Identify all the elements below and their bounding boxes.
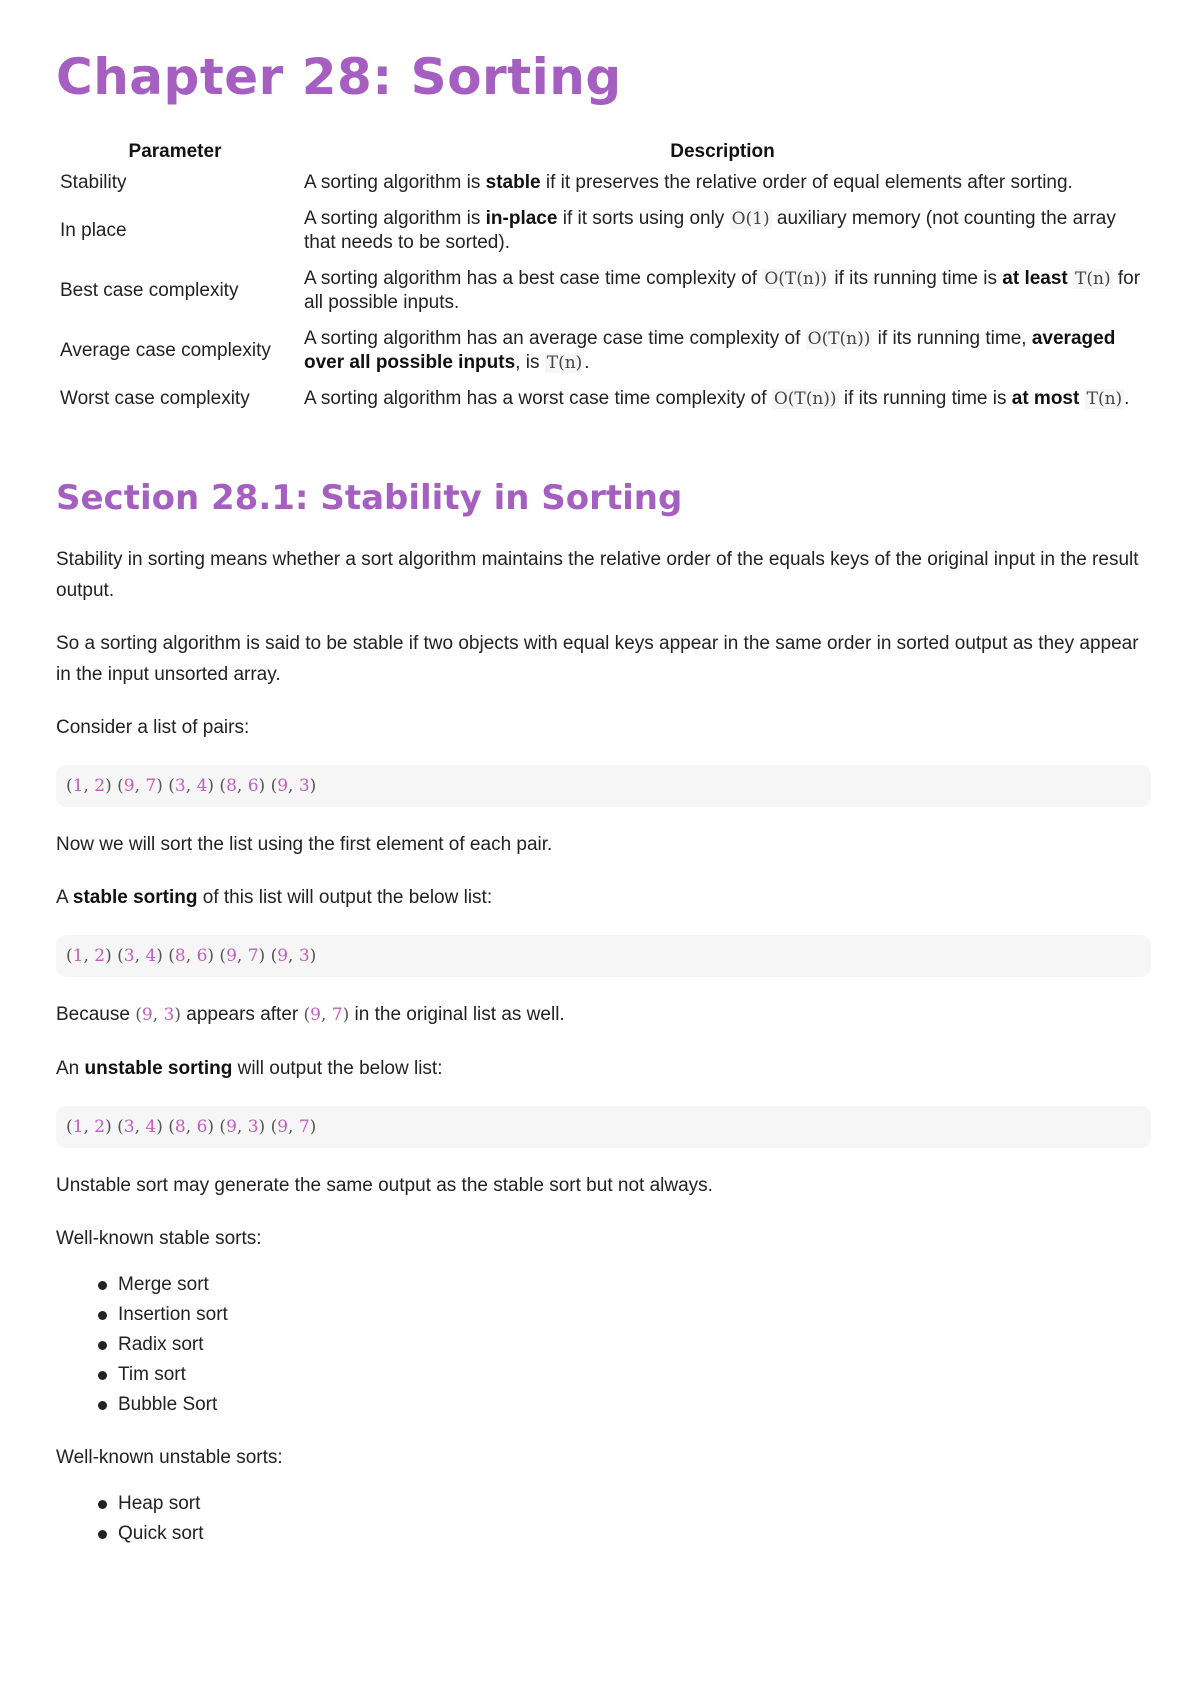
table-row: [56, 264, 1151, 324]
table-header-row: [56, 136, 1151, 168]
inline-code-pair: (9, 7): [303, 1005, 350, 1025]
header-description: Description: [670, 141, 775, 162]
param-cell: Worst case complexity: [60, 388, 250, 409]
list-item: Heap sort: [118, 1489, 1151, 1519]
table-row: [56, 204, 1151, 264]
parameter-table: [56, 136, 1151, 420]
section-title: Section 28.1: Stability in Sorting: [56, 478, 683, 518]
table-row: [56, 168, 1151, 204]
paragraph: Well-known stable sorts:: [56, 1228, 262, 1249]
unstable-sorts-list: [56, 1489, 1151, 1549]
param-cell: Average case complexity: [60, 340, 271, 361]
paragraph: Now we will sort the list using the first element of each pair.: [56, 834, 553, 855]
code-block-unstable: (1, 2) (3, 4) (8, 6) (9, 3) (9, 7): [56, 1106, 1151, 1148]
section-body: [56, 544, 1151, 1571]
description-cell: A sorting algorithm is in-place if it sorts using only O(1) auxiliary memory (not counting the array that needs to be sorted).: [304, 208, 1116, 253]
param-cell: Best case complexity: [60, 280, 239, 301]
list-item: Insertion sort: [118, 1300, 1151, 1330]
chapter-title: Chapter 28: Sorting: [56, 48, 622, 106]
list-item: Tim sort: [118, 1360, 1151, 1390]
stable-sorts-list: [56, 1270, 1151, 1420]
list-item: Bubble Sort: [118, 1390, 1151, 1420]
param-cell: In place: [60, 220, 127, 241]
table-row: [56, 324, 1151, 384]
list-item: Radix sort: [118, 1330, 1151, 1360]
paragraph: A stable sorting of this list will output the below list:: [56, 887, 493, 908]
description-cell: A sorting algorithm has a best case time complexity of O(T(n)) if its running time is at least T(n) for all possible inputs.: [304, 268, 1141, 313]
paragraph: An unstable sorting will output the below list:: [56, 1058, 443, 1079]
code-block-original: (1, 2) (9, 7) (3, 4) (8, 6) (9, 3): [56, 765, 1151, 807]
paragraph: Stability in sorting means whether a sort algorithm maintains the relative order of the equals keys of the original input in the result output.: [56, 549, 1139, 601]
table-row: [56, 384, 1151, 420]
paragraph: Unstable sort may generate the same output as the stable sort but not always.: [56, 1175, 713, 1196]
description-cell: A sorting algorithm is stable if it preserves the relative order of equal elements after sorting.: [304, 172, 1073, 193]
header-parameter: Parameter: [128, 141, 222, 162]
description-cell: A sorting algorithm has a worst case time complexity of O(T(n)) if its running time is at most T(n) .: [304, 388, 1130, 409]
param-cell: Stability: [60, 172, 127, 193]
paragraph: So a sorting algorithm is said to be stable if two objects with equal keys appear in the same order in sorted output as they appear in the input unsorted array.: [56, 633, 1139, 685]
paragraph: Well-known unstable sorts:: [56, 1447, 283, 1468]
paragraph: Consider a list of pairs:: [56, 717, 250, 738]
list-item: Quick sort: [118, 1519, 1151, 1549]
description-cell: A sorting algorithm has an average case time complexity of O(T(n)) if its running time, averaged over all possible inputs, is T(n) .: [304, 328, 1116, 373]
list-item: Merge sort: [118, 1270, 1151, 1300]
inline-code-pair: (9, 3): [135, 1005, 181, 1025]
code-block-stable: (1, 2) (3, 4) (8, 6) (9, 7) (9, 3): [56, 935, 1151, 977]
paragraph: Because (9, 3) appears after (9, 7) in the original list as well.: [56, 1004, 565, 1025]
